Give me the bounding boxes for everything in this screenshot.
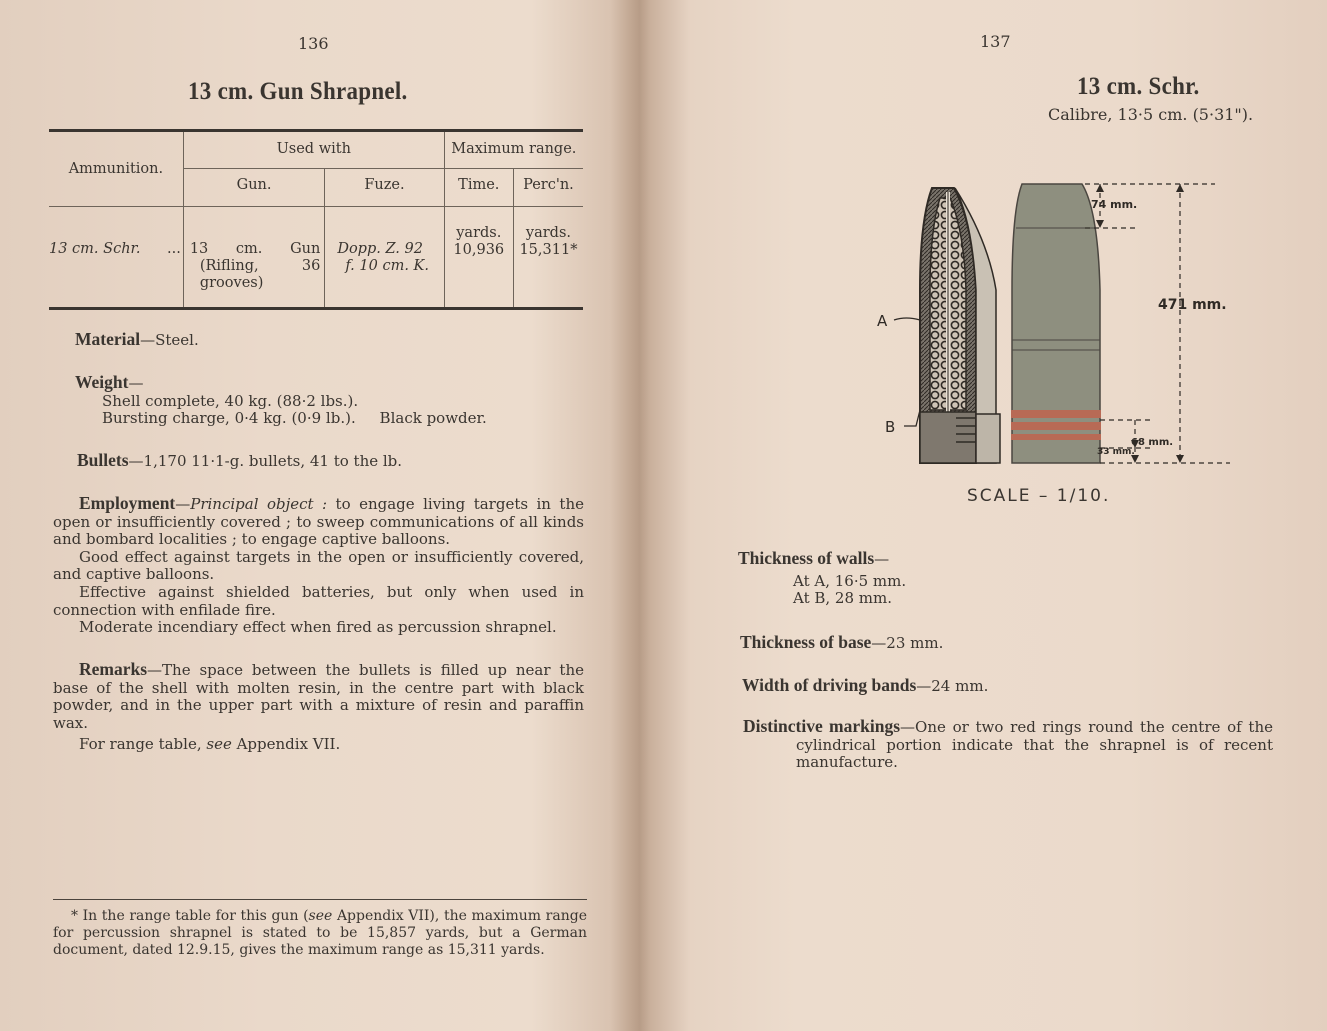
bands-text: —24 mm. — [916, 677, 989, 695]
walls-a: At A, 16·5 mm. — [793, 571, 907, 590]
gun-line-3: grooves) — [199, 274, 264, 291]
range-table-pre: For range table, — [79, 735, 207, 754]
employment-lead: Principal object : — [190, 495, 328, 513]
label-b: B — [885, 418, 896, 436]
bullets-text: —1,170 11·1-g. bullets, 41 to the lb. — [128, 452, 403, 470]
red-ring-3 — [1011, 434, 1101, 440]
shell-section-view — [920, 188, 1000, 463]
weight-line-2: Bursting charge, 0·4 kg. (0·9 lb.). Black powder. — [102, 409, 487, 428]
footnote-divider — [53, 899, 587, 900]
gun-line-2b: 36 — [301, 257, 321, 274]
weight-dash: — — [128, 374, 144, 392]
fuze-line-2: f. 10 cm. K. — [345, 257, 429, 274]
employment-text-2: Good effect against targets in the open or insufficiently covered, and captive balloons. — [53, 547, 584, 584]
base-label: Thickness of base — [740, 632, 872, 652]
dim-74mm: 74 mm. — [1091, 198, 1138, 211]
header-fuze: Fuze. — [325, 168, 444, 206]
page-number-left: 136 — [298, 34, 329, 53]
markings-section — [743, 718, 1273, 772]
walls-b: At B, 28 mm. — [793, 589, 892, 608]
bands-label: Width of driving bands — [742, 675, 917, 695]
footnote-see: see — [308, 908, 333, 924]
header-ammunition: Ammunition. — [68, 160, 164, 177]
walls-label: Thickness of walls — [738, 548, 875, 568]
bullets-label: Bullets — [77, 450, 129, 470]
cell-ammunition — [49, 206, 183, 307]
remarks-text: —The space between the bullets is filled up near the base of the shell with molten resin, in the centre part with black powder, and in the upper part with a mixture of resin and paraffin wax. — [53, 661, 584, 732]
header-time: Time. — [444, 168, 513, 206]
employment-dash: — — [175, 495, 191, 513]
base-text: —23 mm. — [871, 634, 944, 652]
time-value: 10,936 — [453, 241, 505, 258]
cell-time — [444, 206, 513, 307]
page-number-right: 137 — [980, 32, 1011, 51]
header-gun: Gun. — [183, 168, 325, 206]
footnote — [53, 908, 587, 959]
cell-percn — [513, 206, 583, 307]
remarks-section — [53, 661, 584, 754]
bands-section — [742, 677, 988, 696]
material-text: —Steel. — [140, 331, 199, 349]
percn-unit: yards. — [525, 224, 572, 241]
footnote-post: Appendix VII), the maximum range for percussion shrapnel is stated to be 15,857 yards, but a German document, dated 12.9.15, gives the maximum range as 15,311 yards. — [53, 908, 587, 958]
ammunition-name: 13 cm. Schr. — [49, 240, 141, 257]
label-a: A — [877, 312, 888, 330]
shell-base — [920, 412, 976, 463]
range-table-see: see — [206, 735, 232, 754]
dim-33mm: 33 mm. — [1097, 447, 1135, 457]
scale-label: SCALE – 1/10. — [967, 486, 1111, 506]
markings-text: —One or two red rings round the centre of the cylindrical portion indicate that the shrapnel is of recent manufacture. — [796, 718, 1273, 772]
cell-gun — [183, 206, 325, 307]
range-table-post: Appendix VII. — [231, 735, 341, 754]
weight-line-1: Shell complete, 40 kg. (88·2 lbs.). — [102, 391, 359, 410]
walls-section — [738, 550, 1038, 608]
dimension-lines — [1085, 184, 1230, 463]
employment-text-3: Effective against shielded batteries, but only when used in connection with enfilade fire. — [53, 582, 584, 619]
weight-section — [75, 374, 555, 428]
leader-dots: ... — [167, 240, 181, 257]
employment-text-1: to engage living targets in the open or insufficiently covered ; to sweep communications of all kinds and bombard localities ; to engage captive balloons. — [53, 495, 584, 549]
markings-label: Distinctive markings — [743, 716, 901, 736]
shell-exterior-view — [1011, 184, 1101, 463]
red-ring-2 — [1011, 422, 1101, 430]
walls-dash: — — [874, 550, 890, 568]
pointer-lines — [894, 318, 920, 426]
remarks-label: Remarks — [79, 659, 148, 679]
shell-diagram — [860, 170, 1240, 480]
cell-fuze — [325, 206, 444, 307]
employment-text-4: Moderate incendiary effect when fired as percussion shrapnel. — [79, 618, 557, 637]
header-max-range: Maximum range. — [444, 132, 583, 168]
calibre: Calibre, 13·5 cm. (5·31"). — [1048, 105, 1254, 124]
footnote-pre: * In the range table for this gun ( — [71, 908, 309, 924]
gun-line-1: 13 cm. Gun — [189, 240, 321, 257]
employment-label: Employment — [79, 493, 176, 513]
red-ring-1 — [1011, 410, 1101, 418]
header-used-with: Used with — [183, 132, 444, 168]
dimension-arrows — [1096, 184, 1184, 463]
base-section — [740, 634, 943, 653]
weight-label: Weight — [75, 372, 129, 392]
ammunition-table — [49, 129, 583, 310]
material-label: Material — [75, 329, 141, 349]
right-page — [660, 0, 1327, 1031]
header-percn: Perc'n. — [513, 168, 583, 206]
time-unit: yards. — [456, 224, 502, 241]
percn-value: 15,311* — [519, 241, 578, 258]
page-title-left: 13 cm. Gun Shrapnel. — [188, 78, 408, 105]
page-title-right: 13 cm. Schr. — [1077, 73, 1200, 100]
bullets-section — [77, 452, 402, 471]
dim-471mm: 471 mm. — [1158, 297, 1227, 313]
gun-line-2a: (Rifling, — [199, 257, 259, 274]
dim-68mm: 68 mm. — [1131, 437, 1174, 448]
employment-section — [53, 495, 584, 637]
fuze-line-1: Dopp. Z. 92 — [337, 240, 423, 257]
material-section — [75, 331, 199, 350]
shell-exterior-body — [1012, 184, 1100, 463]
